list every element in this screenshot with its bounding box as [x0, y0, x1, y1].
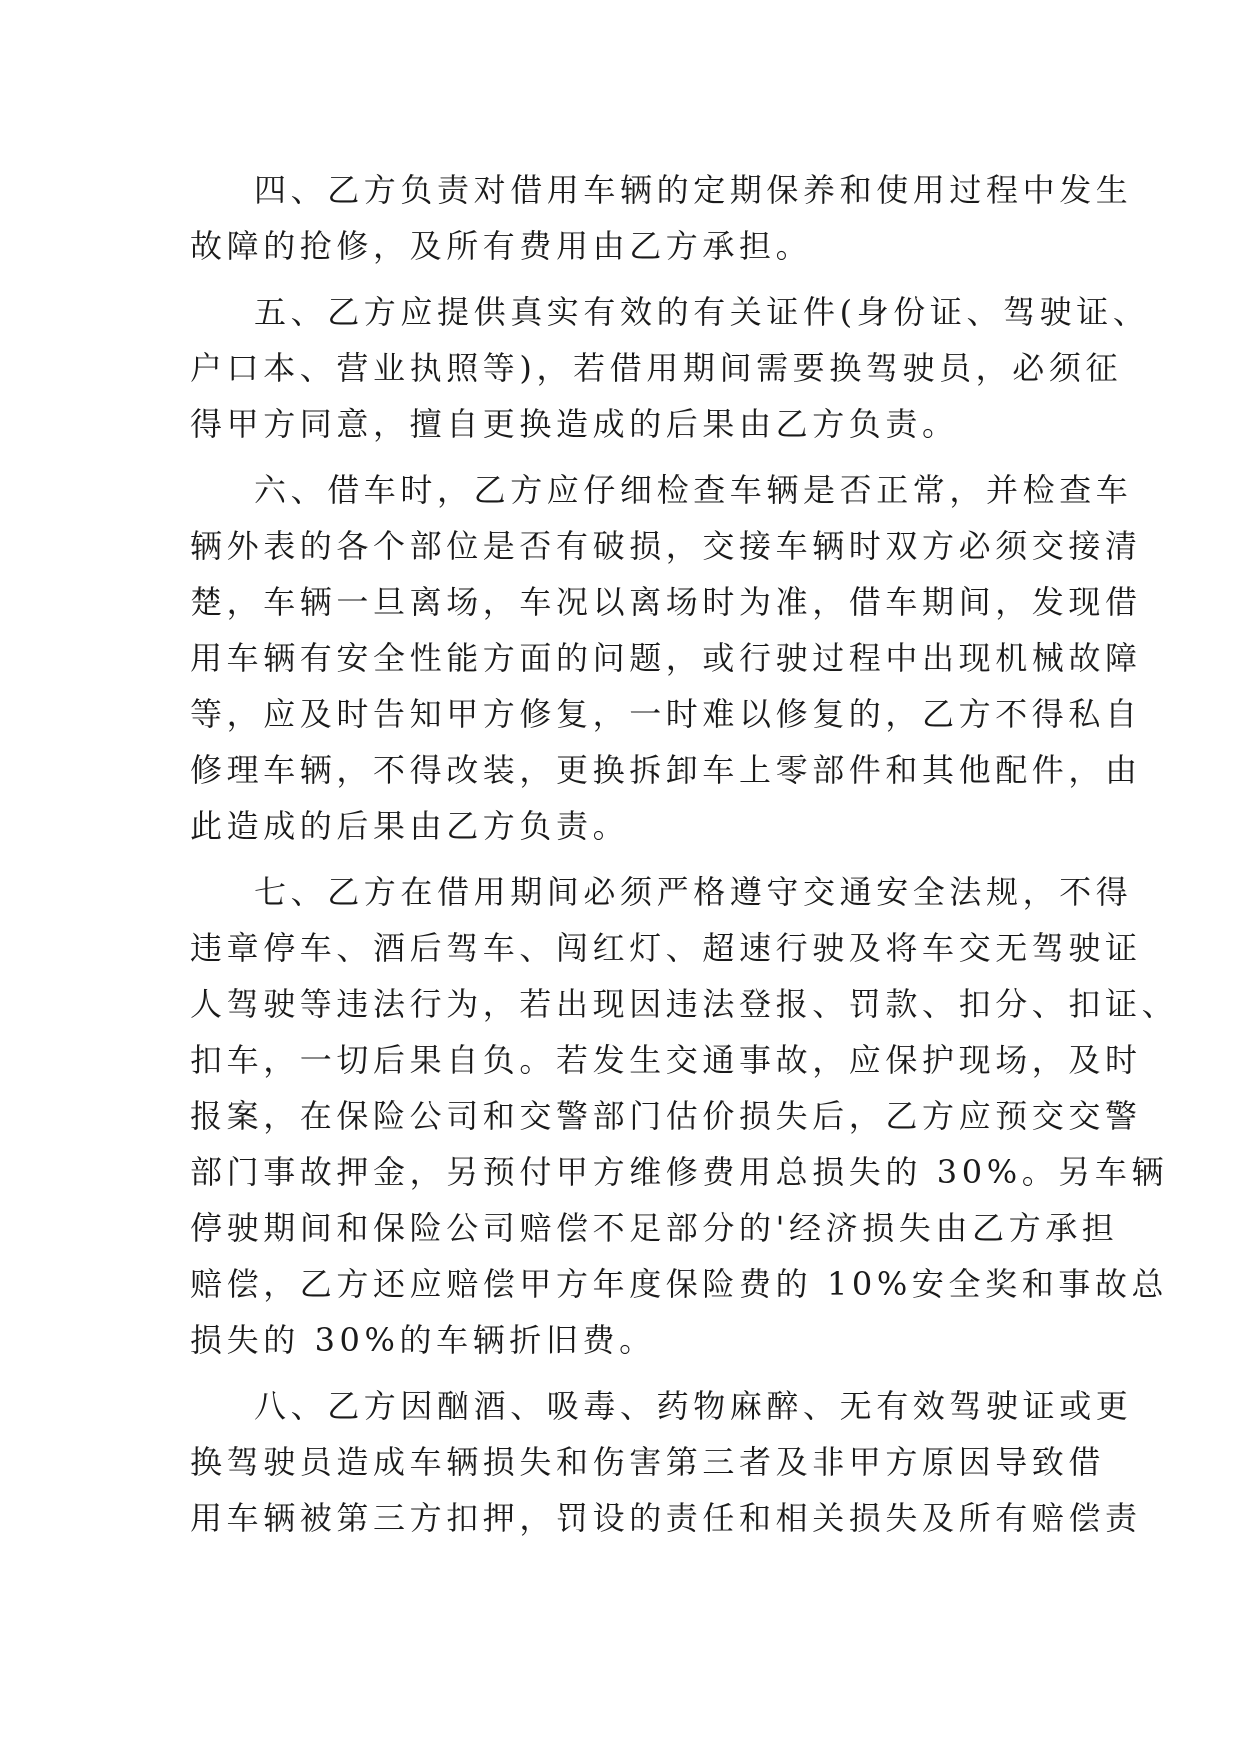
text-line: 户口本、营业执照等)，若借用期间需要换驾驶员，必须征 — [190, 349, 1123, 387]
text-line: 赔偿，乙方还应赔偿甲方年度保险费的 10%安全奖和事故总 — [190, 1265, 1169, 1303]
paragraph-clause-8 — [190, 1378, 1142, 1546]
paragraph-gap — [190, 274, 1070, 284]
text-line: 六、借车时，乙方应仔细检查车辆是否正常，并检查车 — [254, 471, 1133, 509]
paragraph-clause-5 — [190, 284, 1150, 452]
text-line: 换驾驶员造成车辆损失和伤害第三者及非甲方原因导致借 — [190, 1443, 1106, 1481]
text-line: 五、乙方应提供真实有效的有关证件(身份证、驾驶证、 — [254, 293, 1150, 331]
text-line: 损失的 30%的车辆折旧费。 — [190, 1321, 656, 1359]
text-line: 违章停车、酒后驾车、闯红灯、超速行驶及将车交无驾驶证 — [190, 929, 1142, 967]
paragraph-gap — [190, 452, 1070, 462]
text-line: 得甲方同意，擅自更换造成的后果由乙方负责。 — [190, 405, 959, 443]
paragraph-gap — [190, 1368, 1070, 1378]
text-line: 此造成的后果由乙方负责。 — [190, 807, 630, 845]
text-line: 七、乙方在借用期间必须严格遵守交通安全法规，不得 — [254, 873, 1133, 911]
text-line: 报案，在保险公司和交警部门估价损失后，乙方应预交交警 — [190, 1097, 1142, 1135]
text-line: 四、乙方负责对借用车辆的定期保养和使用过程中发生 — [254, 171, 1133, 209]
document-body — [190, 162, 1179, 1546]
text-line: 停驶期间和保险公司赔偿不足部分的'经济损失由乙方承担 — [190, 1209, 1119, 1247]
text-line: 故障的抢修，及所有费用由乙方承担。 — [190, 227, 813, 265]
paragraph-gap — [190, 854, 1070, 864]
text-line: 辆外表的各个部位是否有破损，交接车辆时双方必须交接清 — [190, 527, 1142, 565]
paragraph-clause-6 — [190, 462, 1142, 854]
text-line: 扣车，一切后果自负。若发生交通事故，应保护现场，及时 — [190, 1041, 1142, 1079]
text-line: 等，应及时告知甲方修复，一时难以修复的，乙方不得私自 — [190, 695, 1142, 733]
text-line: 八、乙方因酗酒、吸毒、药物麻醉、无有效驾驶证或更 — [254, 1387, 1133, 1425]
text-line: 用车辆被第三方扣押，罚设的责任和相关损失及所有赔偿责 — [190, 1499, 1142, 1537]
paragraph-clause-7 — [190, 864, 1179, 1368]
text-line: 修理车辆，不得改装，更换拆卸车上零部件和其他配件，由 — [190, 751, 1142, 789]
text-line: 部门事故押金，另预付甲方维修费用总损失的 30%。另车辆 — [190, 1153, 1169, 1191]
paragraph-clause-4 — [190, 162, 1133, 274]
text-line: 用车辆有安全性能方面的问题，或行驶过程中出现机械故障 — [190, 639, 1142, 677]
text-line: 楚，车辆一旦离场，车况以离场时为准，借车期间，发现借 — [190, 583, 1142, 621]
text-line: 人驾驶等违法行为，若出现因违法登报、罚款、扣分、扣证、 — [190, 985, 1179, 1023]
